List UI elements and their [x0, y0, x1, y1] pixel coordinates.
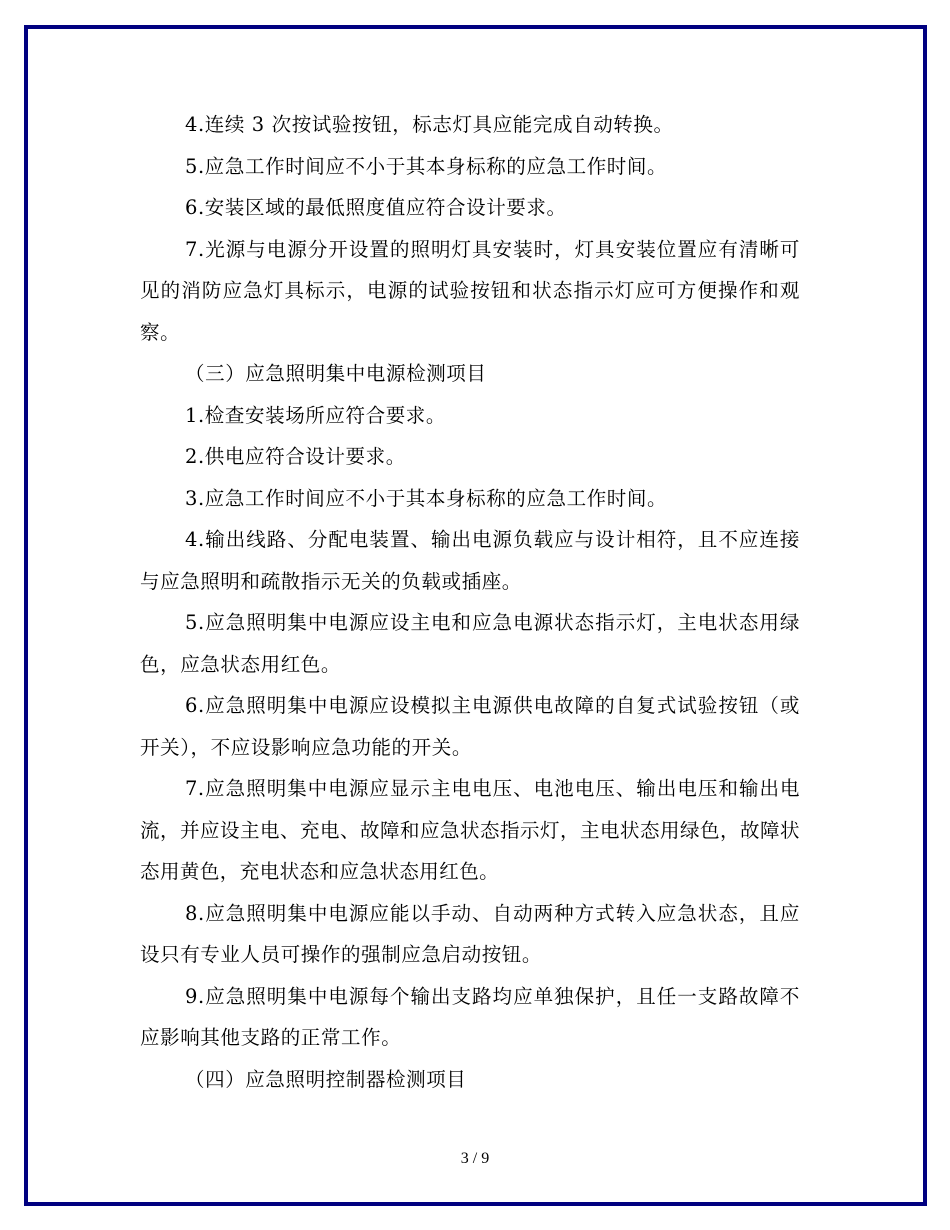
paragraph: 1.检查安装场所应符合要求。 — [185, 403, 447, 427]
paragraph: 9.应急照明集中电源每个输出支路均应单独保护，且任一支路故障不应影响其他支路的正常工作。 — [140, 984, 800, 1049]
paragraph: 6.安装区域的最低照度值应符合设计要求。 — [185, 196, 567, 219]
paragraph: 5.应急工作时间应不小于其本身标称的应急工作时间。 — [185, 154, 668, 178]
document-body — [140, 104, 800, 1100]
paragraph: 8.应急照明集中电源应能以手动、自动两种方式转入应急状态，且应设只有专业人员可操作的强制应急启动按钮。 — [140, 901, 800, 966]
paragraph: 7.应急照明集中电源应显示主电电压、电池电压、输出电压和输出电流，并应设主电、充电、故障和应急状态指示灯，主电状态用绿色，故障状态用黄色，充电状态和应急状态用红色。 — [140, 777, 800, 883]
paragraph: 4.输出线路、分配电装置、输出电源负载应与设计相符，且不应连接与应急照明和疏散指示无关的负载或插座。 — [140, 528, 800, 593]
paragraph: 7.光源与电源分开设置的照明灯具安装时，灯具安装位置应有清晰可见的消防应急灯具标示，电源的试验按钮和状态指示灯应可方便操作和观察。 — [140, 237, 800, 344]
paragraph: 3.应急工作时间应不小于其本身标称的应急工作时间。 — [185, 486, 668, 510]
paragraph: 4.连续 3 次按试验按钮，标志灯具应能完成自动转换。 — [185, 113, 674, 136]
paragraph: 5.应急照明集中电源应设主电和应急电源状态指示灯，主电状态用绿色，应急状态用红色。 — [140, 611, 800, 676]
section-heading: （四）应急照明控制器检测项目 — [185, 1067, 467, 1091]
section-heading: （三）应急照明集中电源检测项目 — [185, 362, 487, 385]
paragraph: 6.应急照明集中电源应设模拟主电源供电故障的自复式试验按钮（或开关），不应设影响应急功能的开关。 — [140, 694, 800, 759]
page-number: 3 / 9 — [460, 1150, 490, 1167]
paragraph: 2.供电应符合设计要求。 — [185, 445, 406, 468]
